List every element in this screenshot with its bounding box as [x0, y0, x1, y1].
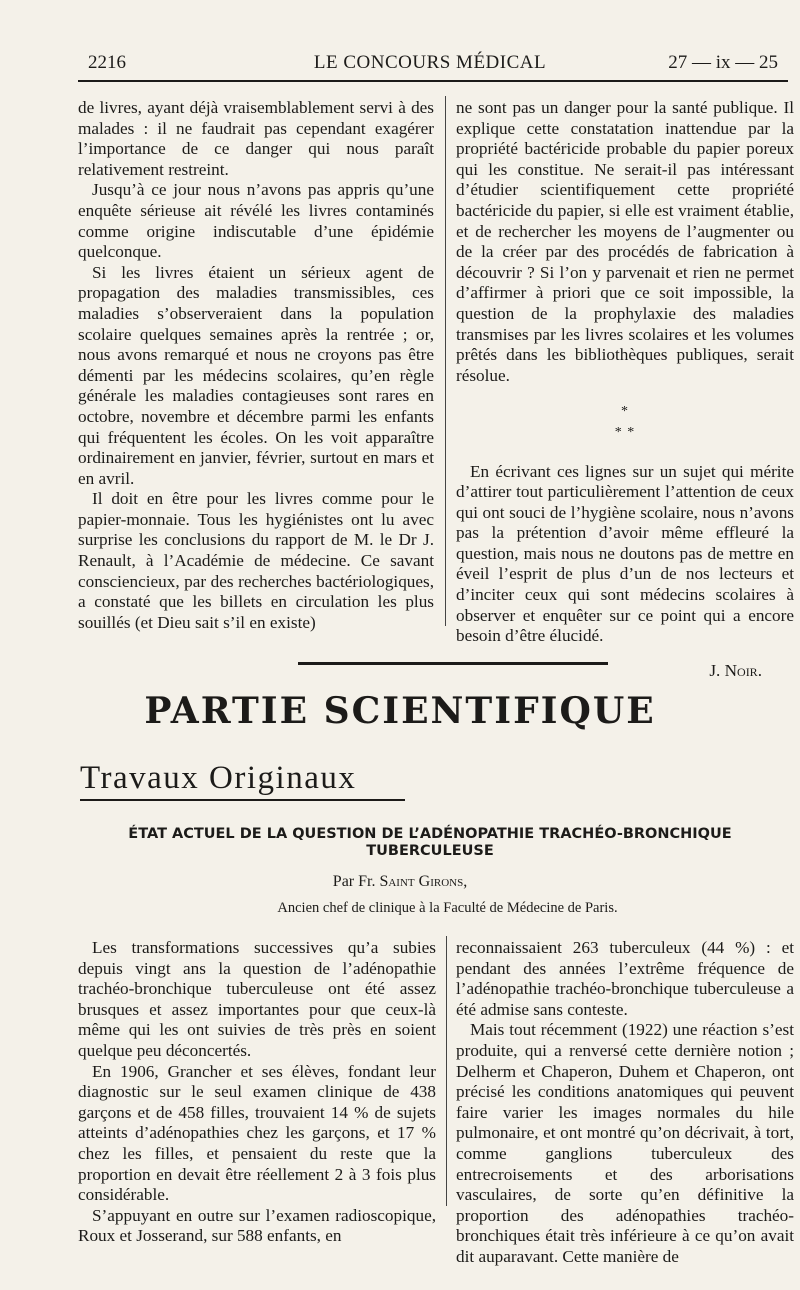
byline-prefix: Par Fr. — [332, 873, 376, 890]
paragraph: Les transformations successives qu’a subies depuis vingt ans la question de l’adénopathie trachéo-bronchique tuberculeuse ont été assez brusques et assez importantes pour que ceux-là même qui les ont suivies de très près en soient quelque peu déconcertés. — [78, 938, 436, 1060]
subsection-rule — [80, 799, 405, 801]
paragraph: Mais tout récemment (1922) une réaction s’est produite, qui a renversé cette dernière notion ; Delherm et Chaperon, Duhem et Chaperon, ont précisé les conditions anatomiques qui peuvent faire varier les images normales du hile pulmonaire, et ont montré qu’on décrivait, à tort, comme ganglions tuberculeux des entrecroisements et des arborisations vasculaires, de sorte qu’en définitive la proportion des adénopathies trachéo-bronchiques était très inférieure à ce qu’on avait dit auparavant. Cette manière de — [456, 1020, 794, 1266]
top-left-column — [78, 98, 434, 633]
article-title: ÉTAT ACTUEL DE LA QUESTION DE L’ADÉNOPATHIE TRACHÉO-BRONCHIQUE TUBERCULEUSE — [128, 826, 732, 859]
column-divider — [445, 96, 446, 626]
paragraph: Il doit en être pour les livres comme pour le papier-monnaie. Tous les hygiénistes ont lu avec surprise les conclusions du rapport de M. le Dr J. Renault, à l’Académie de médecine. Ce savant consciencieux, par des recherches bactériologiques, a constaté que les billets en circulation les plus souillés (et Dieu sait s’il en existe) — [78, 489, 434, 632]
bottom-left-column — [78, 938, 436, 1247]
running-header — [78, 52, 782, 78]
top-right-column — [456, 98, 794, 681]
issue-date: 27 — ix — 25 — [668, 52, 778, 73]
section-title: PARTIE SCIENTIFIQUE — [144, 690, 656, 732]
byline — [0, 873, 800, 891]
section-separator — [298, 662, 608, 665]
paragraph: Si les livres étaient un sérieux agent de propagation des maladies transmissibles, ces maladies s’observeraient dans la population scolaire quelques semaines après la rentrée ; or, nous avons remarqué et nous ne croyons pas être démenti par les médecins scolaires, qu’en règle générale les maladies contagieuses sont rares en octobre, novembre et décembre parmi les enfants qui fréquentent les écoles. On les voit apparaître ordinairement en janvier, février, surtout en mars et en avril. — [78, 262, 434, 488]
journal-title: LE CONCOURS MÉDICAL — [313, 52, 547, 73]
paragraph: reconnaissaient 263 tuberculeux (44 %) : et pendant des années l’extrême fréquence de l’adénopathie trachéo-bronchique tuberculeuse a été admise sans conteste. — [456, 938, 794, 1019]
header-rule — [78, 80, 788, 82]
subsection-title: Travaux Originaux — [80, 760, 357, 796]
author-name: Saint Girons, — [379, 873, 468, 890]
page-number: 2216 — [88, 52, 126, 73]
signature: J. Noir. — [709, 660, 762, 680]
paragraph: En 1906, Grancher et ses élèves, fondant leur diagnostic sur le seul examen clinique de 438 garçons et de 458 filles, trouvaient 14 % de sujets atteints d’adénopathies chez les garçons, et 17 % chez les filles, et pensaient du reste que la proportion en devait être réellement 2 à 3 fois plus considérable. — [78, 1061, 436, 1205]
bottom-right-column — [456, 938, 794, 1268]
column-divider — [446, 936, 447, 1206]
paragraph: S’appuyant en outre sur l’examen radioscopique, Roux et Josserand, sur 588 enfants, en — [78, 1205, 436, 1246]
paragraph: Jusqu’à ce jour nous n’avons pas appris qu’une enquête sérieuse ait révélé les livres contaminés comme origine indiscutable d’une épidémie quelconque. — [78, 180, 434, 262]
paragraph: ne sont pas un danger pour la santé publique. Il explique cette constatation inattendue par la propriété bactéricide probable du papier poreux qui les constitue. Ne serait-il pas intéressant d’étudier scientifiquement cette propriété bactéricide du papier, si elle est vraiment établie, et de rechercher les moyens de l’augmenter ou de la créer par des procédés de fabrication à découvrir ? Si l’on y parvenait et rien ne permet d’affirmer à priori que ce soit impossible, la question de la prophylaxie des maladies transmises par les livres scolaires et les volumes prêtés dans les bibliothèques publiques, serait résolue. — [456, 98, 794, 385]
paragraph: En écrivant ces lignes sur un sujet qui mérite d’attirer tout particulièrement l’attention de ceux qui ont souci de l’hygiène scolaire, nous n’avons pas la prétention d’avoir même effleuré la question, mais nous ne doutons pas de mettre en éveil l’esprit de plus d’un de nos lecteurs et d’inciter ceux qui sont médecins scolaires à observer et enquêter sur ce point qui a encore besoin d’être élucidé. — [456, 461, 794, 646]
paragraph: de livres, ayant déjà vraisemblablement servi à des malades : il ne faudrait pas cependant exagérer l’importance de ce danger qui nous paraît relativement restreint. — [78, 98, 434, 179]
asterism: * * * — [614, 404, 636, 440]
author-affiliation: Ancien chef de clinique à la Faculté de Médecine de Paris. — [277, 900, 618, 916]
